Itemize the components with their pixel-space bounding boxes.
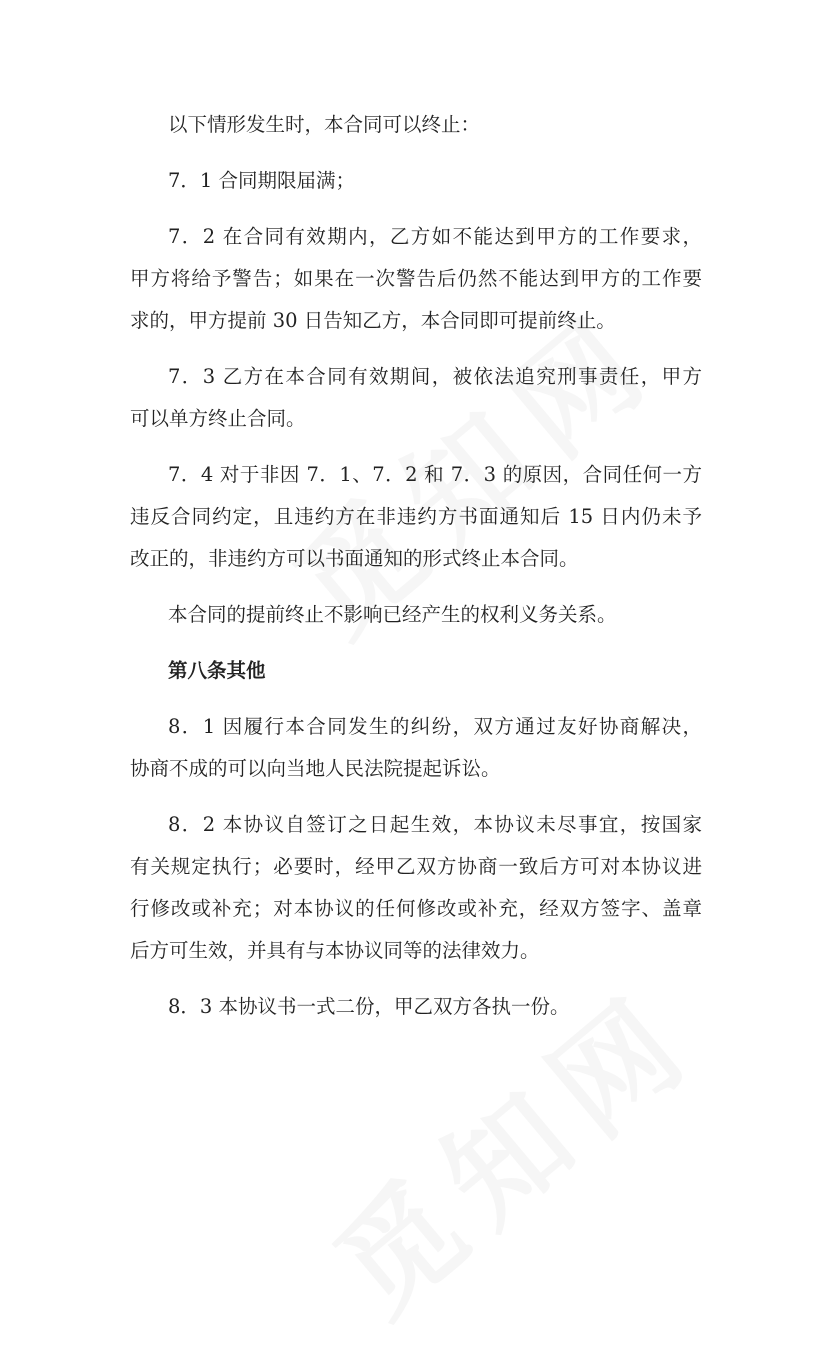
text-line: 违反合同约定，且违约方在非违约方书面通知后 15 日内仍未予 <box>130 505 702 528</box>
text-line: 8．2 本协议自签订之日起生效，本协议未尽事宜，按国家 <box>168 813 702 836</box>
section-heading <box>130 650 702 692</box>
text-line: 甲方将给予警告；如果在一次警告后仍然不能达到甲方的工作要 <box>130 267 702 290</box>
text-line: 本合同的提前终止不影响已经产生的权利义务关系。 <box>168 603 617 626</box>
paragraph <box>130 104 702 146</box>
paragraph <box>130 356 702 440</box>
text-line: 协商不成的可以向当地人民法院提起诉讼。 <box>130 757 501 780</box>
text-line: 第八条其他 <box>168 659 266 682</box>
text-line: 7．2 在合同有效期内，乙方如不能达到甲方的工作要求， <box>168 225 702 248</box>
paragraph <box>130 216 702 342</box>
text-line: 行修改或补充；对本协议的任何修改或补充，经双方签字、盖章 <box>130 897 702 920</box>
text-line: 8．1 因履行本合同发生的纠纷，双方通过友好协商解决， <box>168 715 702 738</box>
text-line: 可以单方终止合同。 <box>130 407 306 430</box>
text-line: 改正的，非违约方可以书面通知的形式终止本合同。 <box>130 547 579 570</box>
text-line: 7．3 乙方在本合同有效期间，被依法追究刑事责任，甲方 <box>168 365 702 388</box>
paragraph <box>130 986 702 1028</box>
paragraph <box>130 454 702 580</box>
paragraph <box>130 594 702 636</box>
paragraph <box>130 160 702 202</box>
text-line: 有关规定执行；必要时，经甲乙双方协商一致后方可对本协议进 <box>130 855 702 878</box>
paragraph <box>130 706 702 790</box>
text-line: 以下情形发生时，本合同可以终止： <box>168 113 481 136</box>
text-line: 后方可生效，并具有与本协议同等的法律效力。 <box>130 939 540 962</box>
text-line: 求的，甲方提前 30 日告知乙方，本合同即可提前终止。 <box>130 309 616 332</box>
text-line: 7．4 对于非因 7．1、7．2 和 7．3 的原因，合同任何一方 <box>168 463 702 486</box>
text-line: 7．1 合同期限届满； <box>168 169 356 192</box>
text-line: 8．3 本协议书一式二份，甲乙双方各执一份。 <box>168 995 570 1018</box>
document-page <box>130 104 702 1042</box>
paragraph <box>130 804 702 972</box>
